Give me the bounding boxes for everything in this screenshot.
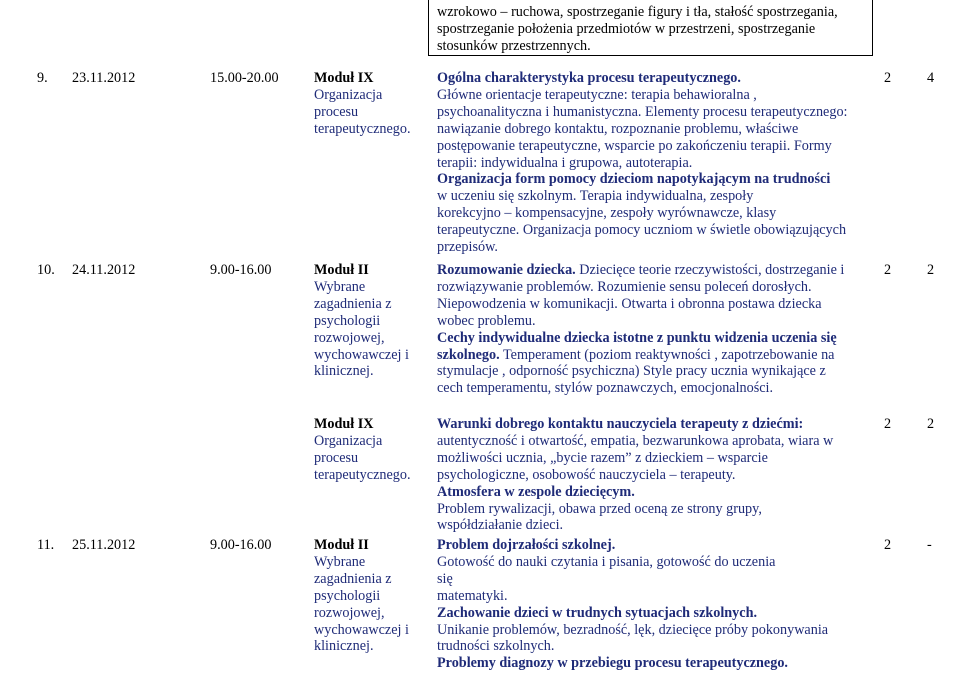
content-line: w uczeniu się szkolnym. Terapia indywidualna, zespoły [437,188,754,205]
continuation-line: stosunków przestrzennych. [437,37,591,54]
hours-practice: - [927,537,932,553]
content-line: Cechy indywidualne dziecka istotne z punktu widzenia uczenia się [437,329,837,346]
content-line: terapeutyczne. Organizacja pomocy uczniom w świetle obowiązujących [437,222,847,239]
content-line: Problem dojrzałości szkolnej. [437,537,616,553]
row-number: 11. [37,537,55,553]
module-line: terapeutycznego. [314,120,411,137]
module-line: zagadnienia z [314,570,392,587]
module-title: Moduł II [314,537,369,553]
content-line: przepisów. [437,239,498,256]
content-cell [437,416,877,534]
module-title: Moduł IX [314,70,374,86]
content-line: wobec problemu. [437,312,536,329]
continuation-line: spostrzeganie położenia przedmiotów w przestrzeni, spostrzeganie [437,20,816,37]
module-line: Wybrane [314,553,366,570]
content-line: się [437,570,453,587]
row-date: 24.11.2012 [72,262,136,278]
content-line: trudności szkolnych. [437,638,555,655]
row-number: 10. [37,262,55,278]
content-line: autentyczność i otwartość, empatia, bezwarunkowa aprobata, wiara w [437,432,834,449]
row-time: 15.00-20.00 [210,70,279,86]
module-cell [314,262,426,380]
content-line: Warunki dobrego kontaktu nauczyciela terapeuty z dziećmi: [437,416,804,432]
content-line: Niepowodzenia w komunikacji. Otwarta i obronna postawa dziecka [437,295,822,312]
module-line: Organizacja [314,86,383,103]
content-cell [437,70,877,256]
content-line: matematyki. [437,587,508,604]
module-cell [314,537,426,655]
content-line: Główne orientacje terapeutyczne: terapia behawioralna , [437,86,757,103]
hours-practice: 4 [927,70,935,86]
continuation-line: wzrokowo – ruchowa, spostrzeganie figury i tła, stałość spostrzegania, [437,4,838,20]
content-line: stymulacje , odporność psychiczna) Style pracy ucznia wynikające z [437,363,826,380]
module-line: terapeutycznego. [314,466,411,483]
row-time: 9.00-16.00 [210,537,272,553]
row-time: 9.00-16.00 [210,262,272,278]
content-cell [437,262,877,397]
module-line: wychowawczej i [314,346,409,363]
content-line: Zachowanie dzieci w trudnych sytuacjach szkolnych. [437,604,758,621]
module-line: zagadnienia z [314,295,392,312]
hours-practice: 2 [927,262,935,278]
module-line: rozwojowej, [314,604,385,621]
content-line: Unikanie problemów, bezradność, lęk, dziecięce próby pokonywania [437,621,829,638]
hours-lecture: 2 [884,416,892,432]
module-line: procesu [314,103,359,120]
module-line: klinicznej. [314,638,374,655]
module-line: wychowawczej i [314,621,409,638]
module-title: Moduł II [314,262,369,278]
content-line: Problemy diagnozy w przebiegu procesu terapeutycznego. [437,655,788,672]
content-line: korekcyjno – kompensacyjne, zespoły wyrównawcze, klasy [437,205,777,222]
content-cell [437,537,877,672]
content-line: psychologiczne, osobowość nauczyciela – terapeuty. [437,466,736,483]
content-line: możliwości ucznia, „bycie razem” z dzieckiem – wsparcie [437,449,768,466]
content-heading: szkolnego. [437,346,500,363]
content-line [437,347,877,364]
content-line: Ogólna charakterystyka procesu terapeutycznego. [437,70,741,86]
content-text: Temperament (poziom reaktywności , zapotrzebowanie na [502,346,835,363]
content-text: Dziecięce teorie rzeczywistości, dostrzeganie i [579,262,845,278]
hours-lecture: 2 [884,262,892,278]
module-line: procesu [314,449,359,466]
content-line: cech temperamentu, stylów poznawczych, emocjonalności. [437,380,774,397]
content-line: rozwiązywanie problemów. Rozumienie sensu poleceń dorosłych. [437,278,812,295]
module-cell [314,70,426,138]
continuation-cell [428,0,873,56]
content-line: współdziałanie dzieci. [437,517,564,534]
hours-practice: 2 [927,416,935,432]
module-line: psychologii [314,587,381,604]
content-line: Atmosfera w zespole dziecięcym. [437,483,635,500]
row-date: 23.11.2012 [72,70,136,86]
row-number: 9. [37,70,48,86]
content-line [437,262,877,279]
module-cell [314,416,426,484]
content-line: terapii: indywidualna i grupowa, autoterapia. [437,154,693,171]
content-line: Organizacja form pomocy dzieciom napotykającym na trudności [437,171,831,188]
row-date: 25.11.2012 [72,537,136,553]
module-line: psychologii [314,312,381,329]
hours-lecture: 2 [884,70,892,86]
module-line: rozwojowej, [314,329,385,346]
content-heading: Rozumowanie dziecka. [437,262,576,278]
content-line: postępowanie terapeutyczne, wsparcie po zakończeniu terapii. Formy [437,137,832,154]
content-line: Gotowość do nauki czytania i pisania, gotowość do uczenia [437,553,776,570]
content-line: nawiązanie dobrego kontaktu, rozpoznanie problemu, właściwe [437,120,799,137]
content-line: psychoanalityczna i humanistyczna. Elementy procesu terapeutycznego: [437,103,848,120]
hours-lecture: 2 [884,537,892,553]
module-line: Organizacja [314,432,383,449]
module-line: klinicznej. [314,363,374,380]
module-line: Wybrane [314,278,366,295]
content-line: Problem rywalizacji, obawa przed oceną ze strony grupy, [437,500,762,517]
module-title: Moduł IX [314,416,374,432]
